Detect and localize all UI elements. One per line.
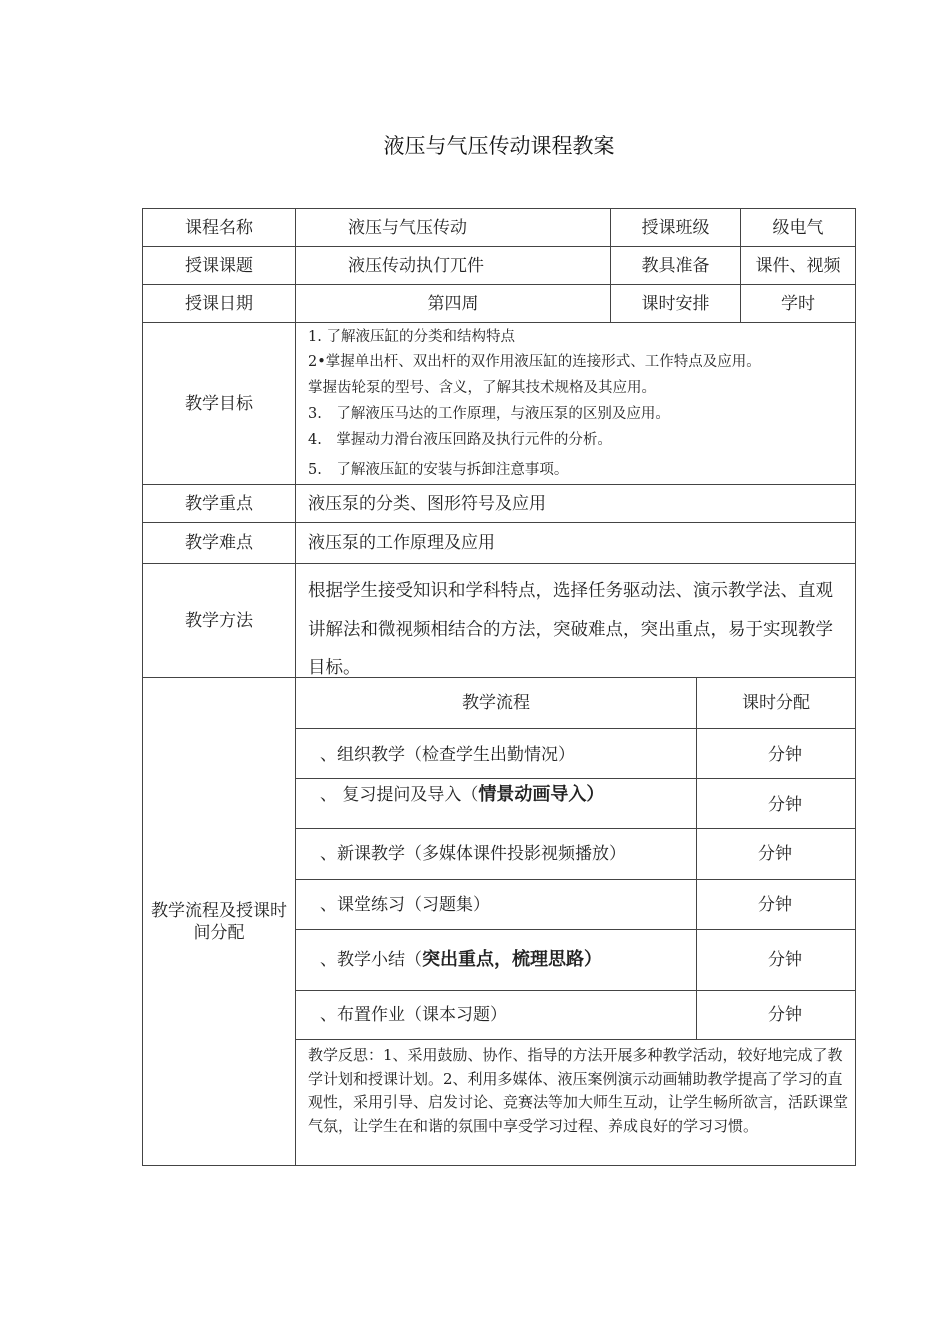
hours-label: 课时安排 <box>641 293 710 314</box>
key-points-label: 教学重点 <box>185 493 253 514</box>
flow-minutes: 分钟 <box>768 1005 802 1025</box>
course-name-value: 液压与气压传动 <box>348 217 467 238</box>
flow-minutes: 分钟 <box>768 950 802 970</box>
difficulties-label: 教学难点 <box>185 533 253 553</box>
flow-step: 、课堂练习（习题集） <box>320 895 490 915</box>
objective-item: 1. 了解液压缸的分类和结构特点 <box>308 329 515 345</box>
method-label: 教学方法 <box>185 610 253 631</box>
date-label: 授课日期 <box>185 293 253 314</box>
flow-minutes: 分钟 <box>768 745 802 765</box>
flow-step: 、新课教学（多媒体课件投影视频播放） <box>320 844 626 864</box>
flow-column-header: 教学流程 <box>462 693 530 713</box>
method-text: 根据学生接受知识和学科特点，选择任务驱动法、演示教学法、直观讲解法和微视频相结合的方法，突破难点，突出重点，易于实现教学目标。 <box>308 581 833 678</box>
objective-item: 5. 了解液压缸的安装与拆卸注意事项。 <box>308 462 569 478</box>
flow-minutes: 分钟 <box>768 795 802 815</box>
class-value: 级电气 <box>772 217 824 238</box>
hours-value: 学时 <box>781 293 815 314</box>
date-value: 第四周 <box>427 293 479 314</box>
objective-item: 掌握齿轮泵的型号、含义，了解其技术规格及其应用。 <box>308 380 656 396</box>
course-name-label: 课程名称 <box>185 217 253 238</box>
class-label: 授课班级 <box>641 217 710 238</box>
flow-step: 、教学小结（突出重点，梳理思路） <box>320 949 602 970</box>
topic-value: 液压传动执仃兀件 <box>348 255 484 276</box>
tools-label: 教具准备 <box>641 255 710 276</box>
flow-step: 、组织教学（检查学生出勤情况） <box>320 745 575 765</box>
reflection-text: 教学反思：1、采用鼓励、协作、指导的方法开展多种教学活动，较好地完成了教学计划和授课计划。2、利用多媒体、液压案例演示动画辅助教学提高了学习的直观性，采用引导、启发讨论、竞赛法等加大师生互动，让学生畅所欲言，活跃课堂气氛，让学生在和谐的氛围中享受学习过程、养成良好的学习习惯。 <box>308 1046 849 1135</box>
flow-minutes: 分钟 <box>758 895 792 915</box>
flow-minutes: 分钟 <box>758 844 792 864</box>
process-label: 教学流程及授课时间分配 <box>151 900 287 943</box>
tools-value: 课件、视频 <box>755 255 841 276</box>
objective-item: 4. 掌握动力滑台液压回路及执行元件的分析。 <box>308 432 612 448</box>
difficulties-value: 液压泵的工作原理及应用 <box>308 533 495 553</box>
key-points-value: 液压泵的分类、图形符号及应用 <box>308 493 546 514</box>
flow-step: 、 复习提问及导入（情景动画导入） <box>320 784 605 805</box>
objective-item: 2•掌握单出杆、双出杆的双作用液压缸的连接形式、工作特点及应用。 <box>308 354 761 370</box>
flow-step: 、布置作业（课本习题） <box>320 1005 507 1025</box>
objective-item: 3. 了解液压马达的工作原理，与液压泵的区别及应用。 <box>308 406 670 422</box>
document-title: 液压与气压传动课程教案 <box>383 134 615 158</box>
time-column-header: 课时分配 <box>742 693 810 713</box>
objectives-label: 教学目标 <box>185 393 253 414</box>
topic-label: 授课课题 <box>185 255 253 276</box>
